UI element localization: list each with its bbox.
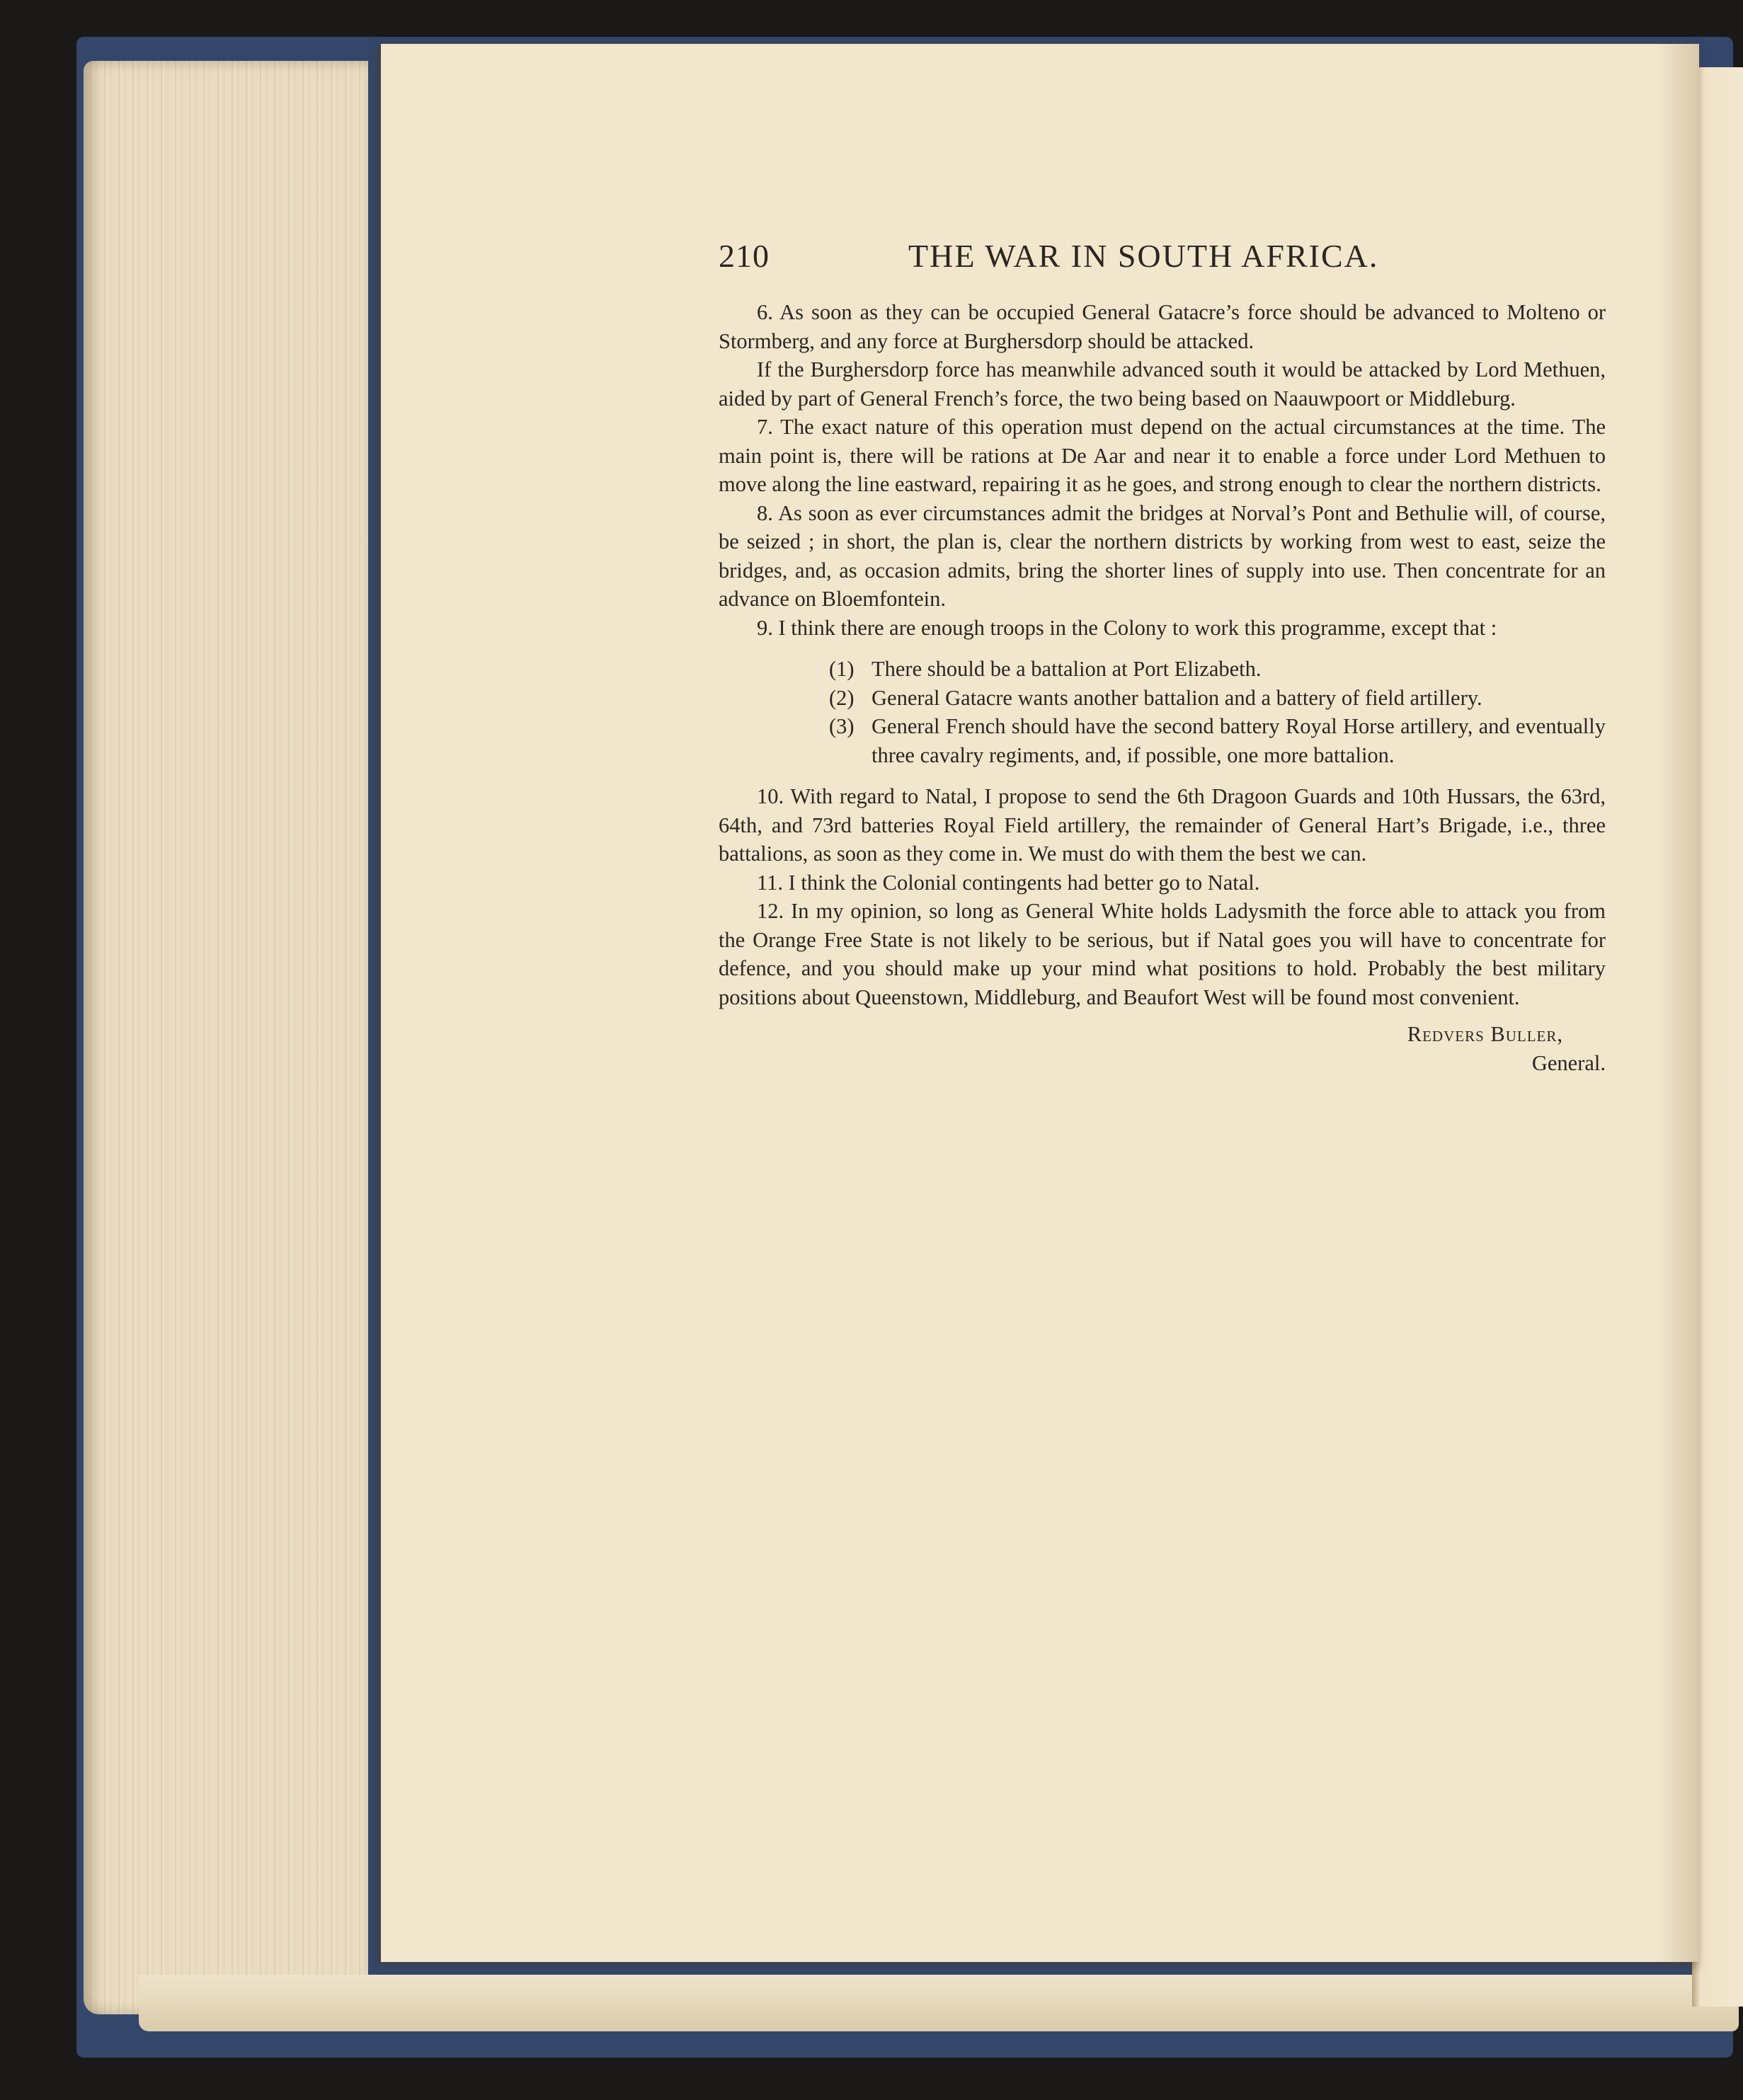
list-item-number: (1) [829, 657, 855, 681]
paragraph-10: 10. With regard to Natal, I propose to send the 6th Dragoon Guards and 10th Hussars, the 63rd, 64th, and 73rd batteries Royal Field artillery, the remainder of General Hart’s Brigade, i.e., three battalions, as soon as they come in. We must do with them the best we can. [719, 784, 1606, 866]
running-head [719, 237, 1606, 287]
list-item-number: (3) [829, 714, 855, 738]
running-title: THE WAR IN SOUTH AFRICA. [908, 238, 1379, 274]
list-item-number: (2) [829, 685, 855, 710]
list-item-text: General Gatacre wants another battalion and a battery of field artillery. [872, 685, 1482, 710]
paragraph-12: 12. In my opinion, so long as General White holds Ladysmith the force able to attack you from the Orange Free State is not likely to be serious, but if Natal goes you will have to concentrate for defence, and you should make up your mind what positions to hold. Probably the best military positions about Queenstown, Middleburg, and Beaufort West will be found most convenient. [719, 899, 1606, 1009]
list-item [829, 684, 1606, 713]
paragraph-9: 9. I think there are enough troops in the Colony to work this programme, except that : [757, 615, 1497, 640]
page-edges [84, 61, 368, 2014]
page-text [719, 237, 1606, 1077]
signature-name: Redvers Buller, [1407, 1022, 1563, 1046]
paragraph-6-continued: If the Burghersdorp force has meanwhile advanced south it would be attacked by Lord Methuen, aided by part of General French’s force, the two being based on Naauwpoort or Middleburg. [719, 357, 1606, 411]
list-item [829, 655, 1606, 684]
paragraph-8: 8. As soon as ever circumstances admit the bridges at Norval’s Pont and Bethulie will, of course, be seized ; in short, the plan is, clear the northern districts by working from west to east, seize the bridges, and, as occasion admits, bring the shorter lines of supply into use. Then concentrate for an advance on Bloemfontein. [719, 500, 1606, 611]
signature [719, 1020, 1606, 1077]
list-item-text: General French should have the second battery Royal Horse artillery, and eventually three cavalry regiments, and, if possible, one more battalion. [872, 714, 1606, 767]
paragraph-6: 6. As soon as they can be occupied General Gatacre’s force should be advanced to Molteno or Stormberg, and any force at Burghersdorp should be attacked. [719, 300, 1606, 353]
signature-rank: General. [1531, 1050, 1606, 1075]
facing-page-edge [1692, 67, 1743, 2007]
list-item-text: There should be a battalion at Port Elizabeth. [872, 657, 1262, 681]
paragraph-11: 11. I think the Colonial contingents had better go to Natal. [757, 870, 1260, 895]
paragraph-7: 7. The exact nature of this operation must depend on the actual circumstances at the time. The main point is, there will be rations at De Aar and near it to enable a force under Lord Methuen to move along the line eastward, repairing it as he goes, and strong enough to clear the northern districts. [719, 415, 1606, 496]
list-item [829, 712, 1606, 769]
page-number: 210 [719, 238, 770, 274]
page-edges-bottom [139, 1975, 1739, 2031]
requirements-list [719, 655, 1606, 769]
